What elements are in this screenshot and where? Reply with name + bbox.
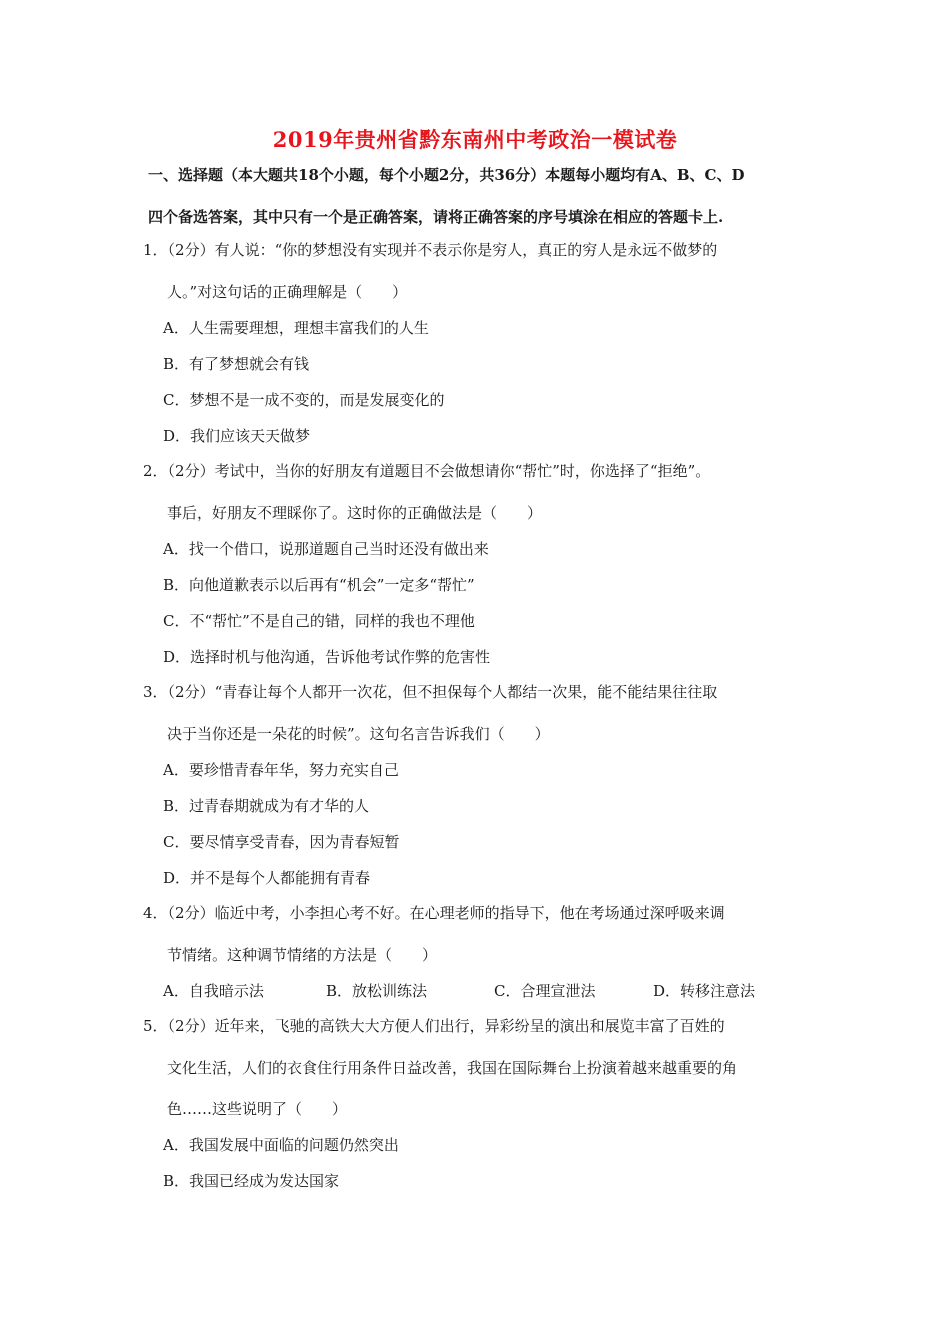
- question-4-option-c: C．合理宣泄法: [494, 982, 596, 1000]
- question-4-stem: 4．（2分）临近中考，小李担心考不好。在心理老师的指导下，他在考场通过深呼吸来调: [143, 904, 725, 922]
- question-4-option-b: B．放松训练法: [326, 982, 428, 1000]
- section-instructions-line2: 四个备选答案，其中只有一个是正确答案，请将正确答案的序号填涂在相应的答题卡上.: [148, 208, 724, 226]
- question-5-stem: 5．（2分）近年来，飞驰的高铁大大方便人们出行，异彩纷呈的演出和展览丰富了百姓的: [143, 1017, 725, 1035]
- question-1-option-d: D．我们应该天天做梦: [163, 427, 311, 445]
- section-instructions-line1: 一、选择题（本大题共18个小题，每个小题2分，共36分）本题每小题均有A、B、C、D: [148, 166, 745, 184]
- question-2-stem-cont: 事后，好朋友不理睬你了。这时你的正确做法是（ ）: [167, 504, 543, 522]
- question-3-option-c: C．要尽情享受青春，因为青春短暂: [163, 833, 400, 851]
- question-3-stem: 3．（2分）“青春让每个人都开一次花，但不担保每个人都结一次果，能不能结果往往取: [143, 683, 718, 701]
- question-1-option-a: A．人生需要理想，理想丰富我们的人生: [163, 319, 429, 337]
- question-3-option-d: D．并不是每个人都能拥有青春: [163, 869, 371, 887]
- question-2-option-a: A．找一个借口，说那道题自己当时还没有做出来: [163, 540, 489, 558]
- question-3-option-b: B．过青春期就成为有才华的人: [163, 797, 370, 815]
- question-2-option-d: D．选择时机与他沟通，告诉他考试作弊的危害性: [163, 648, 491, 666]
- question-4-option-a: A．自我暗示法: [163, 982, 264, 1000]
- question-2-option-c: C．不“帮忙”不是自己的错，同样的我也不理他: [163, 612, 475, 630]
- question-3-stem-cont: 决于当你还是一朵花的时候”。这句名言告诉我们（ ）: [167, 725, 550, 743]
- question-1-stem-cont: 人。”对这句话的正确理解是（ ）: [167, 283, 408, 301]
- question-2-option-b: B．向他道歉表示以后再有“机会”一定多“帮忙”: [163, 576, 475, 594]
- question-3-option-a: A．要珍惜青春年华，努力充实自己: [163, 761, 399, 779]
- page-title: 2019年贵州省黔东南州中考政治一模试卷: [272, 127, 678, 152]
- question-1-option-b: B．有了梦想就会有钱: [163, 355, 310, 373]
- question-4-stem-cont: 节情绪。这种调节情绪的方法是（ ）: [167, 946, 438, 964]
- question-5-option-a: A．我国发展中面临的问题仍然突出: [163, 1136, 399, 1154]
- question-2-stem: 2．（2分）考试中，当你的好朋友有道题目不会做想请你“帮忙”时，你选择了“拒绝”。: [143, 462, 711, 480]
- question-4-option-d: D．转移注意法: [653, 982, 756, 1000]
- question-1-option-c: C．梦想不是一成不变的，而是发展变化的: [163, 391, 445, 409]
- question-5-stem-cont2: 色……这些说明了（ ）: [167, 1100, 348, 1118]
- question-1-stem: 1．（2分）有人说：“你的梦想没有实现并不表示你是穷人，真正的穷人是永远不做梦的: [143, 241, 718, 259]
- question-5-option-b: B．我国已经成为发达国家: [163, 1172, 340, 1190]
- question-5-stem-cont: 文化生活，人们的衣食住行用条件日益改善，我国在国际舞台上扮演着越来越重要的角: [167, 1059, 738, 1077]
